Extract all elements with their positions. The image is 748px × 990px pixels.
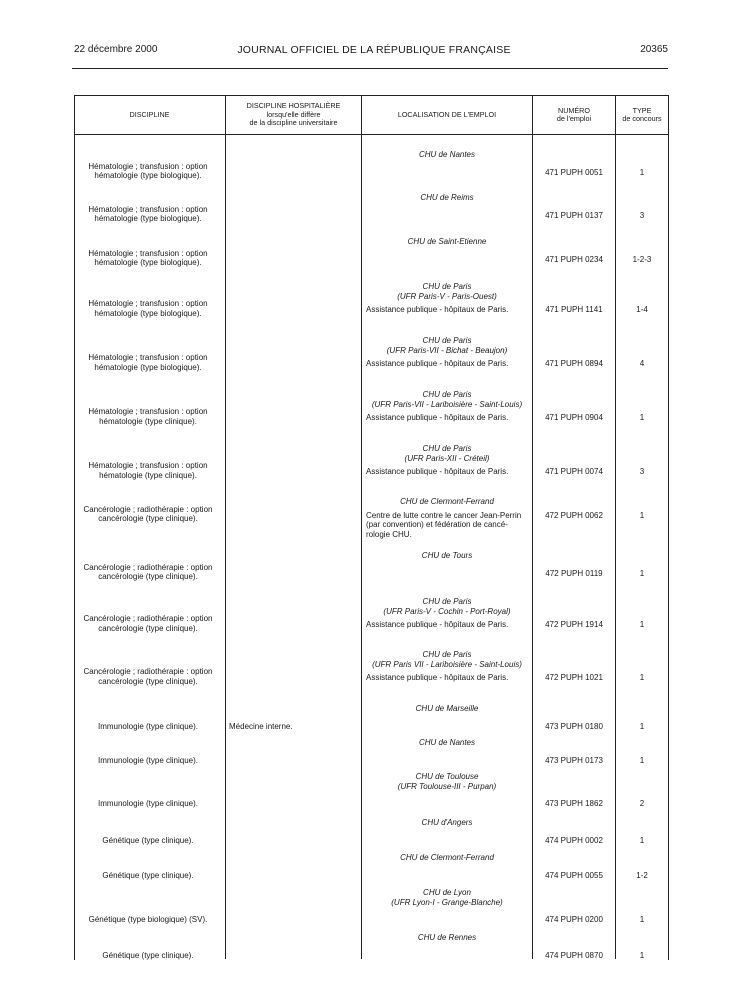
chu-name: CHU de Clermont-Ferrand: [400, 853, 494, 862]
discipline-text: Génétique (type biologique) (SV).: [88, 915, 208, 924]
hospital-discipline: Médecine interne.: [229, 721, 293, 731]
discipline-text: hématologie (type biologique).: [94, 308, 202, 318]
column-divider: [225, 95, 226, 959]
discipline-text: hématologie (type biologique).: [94, 258, 202, 267]
establishment-detail: Centre de lutte contre le cancer Jean-Perrin: [366, 510, 522, 520]
discipline-text: Immunologie (type clinique).: [97, 799, 199, 808]
establishment-detail: Assistance publique - hôpitaux de Paris.: [366, 305, 509, 314]
chu-name: CHU de Clermont-Ferrand: [400, 497, 494, 506]
position-number: 472 PUPH 0119: [545, 568, 603, 578]
discipline-text: Hématologie ; transfusion : option: [88, 407, 208, 416]
column-divider: [532, 95, 533, 959]
competition-type: 4: [639, 359, 645, 368]
chu-name: CHU de Paris: [422, 282, 472, 291]
chu-name: CHU de Reims: [420, 193, 474, 202]
position-number: 474 PUPH 0002: [545, 835, 603, 845]
chu-name: (UFR Paris-V - Cochin - Port-Royal): [383, 606, 511, 616]
discipline-text: Cancérologie ; radiothérapie : option: [83, 504, 213, 514]
chu-name: CHU de Rennes: [417, 933, 477, 942]
position-number: 474 PUPH 0055: [545, 870, 603, 880]
header-row-rule: [74, 134, 669, 135]
chu-name: (UFR Lyon-I - Grange-Blanche): [391, 897, 503, 907]
position-number: 471 PUPH 0894: [545, 359, 603, 368]
establishment-detail: rologie CHU.: [366, 529, 412, 539]
position-number: 473 PUPH 0173: [545, 755, 603, 765]
position-number: 472 PUPH 1914: [545, 620, 603, 629]
position-number: 471 PUPH 0137: [545, 210, 603, 220]
discipline-text: cancérologie (type clinique).: [98, 676, 198, 686]
position-number: 473 PUPH 1862: [545, 799, 603, 808]
position-number: 471 PUPH 0051: [545, 167, 603, 177]
establishment-detail: Assistance publique - hôpitaux de Paris.: [366, 467, 509, 476]
chu-name: CHU de Lyon: [423, 888, 471, 897]
position-number: 471 PUPH 0074: [545, 467, 603, 476]
col-header-localisation: LOCALISATION DE L'EMPLOI: [397, 109, 497, 119]
discipline-text: hématologie (type biologique).: [94, 214, 202, 223]
discipline-text: Génétique (type clinique).: [102, 835, 194, 845]
competition-type: 1: [639, 568, 645, 578]
chu-name: CHU de Toulouse: [415, 772, 479, 781]
competition-type: 1: [639, 755, 645, 765]
col-header-numero: NUMÉRO de l'emploi: [556, 105, 592, 123]
col-header-type: TYPE de concours: [622, 105, 662, 123]
chu-name: (UFR Toulouse-III - Purpan): [397, 781, 497, 791]
discipline-text: Hématologie ; transfusion : option: [88, 461, 208, 470]
establishment-detail: Assistance publique - hôpitaux de Paris.: [366, 413, 509, 422]
chu-name: CHU de Paris: [422, 444, 472, 453]
competition-type: 1-2: [636, 870, 648, 880]
position-number: 472 PUPH 1021: [545, 673, 603, 682]
chu-name: (UFR Paris-VII - Bichat - Beaujon): [386, 345, 508, 355]
establishment-detail: (par convention) et fédération de cancé-: [366, 520, 508, 529]
chu-name: (UFR Paris-V - Paris-Ouest): [397, 291, 497, 301]
discipline-text: Immunologie (type clinique).: [97, 721, 199, 731]
column-divider: [615, 95, 616, 959]
competition-type: 1: [639, 413, 645, 422]
col-header-discipline: DISCIPLINE: [129, 109, 170, 119]
discipline-text: cancérologie (type clinique).: [98, 623, 198, 633]
discipline-text: Hématologie ; transfusion : option: [88, 248, 208, 258]
discipline-text: Hématologie ; transfusion : option: [88, 161, 208, 171]
chu-name: (UFR Paris-XII - Créteil): [404, 453, 490, 463]
header-date: 22 décembre 2000: [74, 44, 158, 55]
chu-name: CHU de Saint-Etienne: [407, 237, 487, 246]
competition-type: 1: [639, 510, 645, 520]
chu-name: CHU de Nantes: [418, 738, 476, 747]
discipline-text: Génétique (type clinique).: [102, 950, 194, 960]
col-header-hospitaliere: DISCIPLINE HOSPITALIÈRE lorsqu'elle diffère de la discipline universitaire: [246, 101, 341, 128]
chu-name: CHU de Tours: [421, 551, 473, 560]
discipline-text: Génétique (type clinique).: [102, 870, 194, 880]
discipline-text: Immunologie (type clinique).: [97, 755, 199, 765]
chu-name: (UFR Paris-VII - Lariboisière - Saint-Louis): [371, 399, 523, 409]
position-number: 471 PUPH 0904: [545, 413, 603, 422]
competition-type: 3: [639, 467, 645, 476]
chu-name: CHU de Paris: [422, 597, 472, 606]
header-rule: [72, 68, 668, 69]
position-number: 471 PUPH 1141: [545, 305, 603, 314]
establishment-detail: Assistance publique - hôpitaux de Paris.: [366, 620, 509, 629]
competition-type: 1: [639, 167, 645, 177]
journal-title: JOURNAL OFFICIEL DE LA RÉPUBLIQUE FRANÇAISE: [237, 44, 511, 56]
chu-name: CHU de Paris: [422, 390, 472, 399]
position-number: 474 PUPH 0870: [545, 950, 603, 960]
discipline-text: hématologie (type biologique).: [94, 171, 202, 180]
position-number: 471 PUPH 0234: [545, 254, 603, 264]
position-number: 474 PUPH 0200: [545, 915, 603, 924]
discipline-text: Cancérologie ; radiothérapie : option: [83, 667, 213, 676]
competition-type: 1-4: [636, 305, 648, 314]
page-number: 20365: [640, 44, 668, 55]
discipline-text: Hématologie ; transfusion : option: [88, 204, 208, 214]
chu-name: CHU de Marseille: [415, 704, 479, 713]
establishment-detail: Assistance publique - hôpitaux de Paris.: [366, 673, 509, 682]
discipline-text: Cancérologie ; radiothérapie : option: [83, 614, 213, 623]
discipline-text: Cancérologie ; radiothérapie : option: [83, 562, 213, 572]
position-number: 473 PUPH 0180: [545, 721, 603, 731]
competition-type: 3: [639, 210, 645, 220]
competition-type: 1: [639, 915, 645, 924]
discipline-text: cancérologie (type clinique).: [98, 514, 198, 523]
chu-name: CHU de Nantes: [418, 150, 476, 159]
competition-type: 2: [639, 799, 645, 808]
chu-name: CHU d'Angers: [421, 818, 473, 827]
competition-type: 1: [639, 620, 645, 629]
discipline-text: hématologie (type biologique).: [94, 362, 202, 372]
chu-name: CHU de Paris: [422, 336, 472, 345]
competition-type: 1: [639, 950, 645, 960]
discipline-text: Hématologie ; transfusion : option: [88, 299, 208, 308]
competition-type: 1: [639, 721, 645, 731]
competition-type: 1-2-3: [632, 254, 652, 264]
competition-type: 1: [639, 835, 645, 845]
discipline-text: Hématologie ; transfusion : option: [88, 353, 208, 362]
position-number: 472 PUPH 0062: [545, 510, 603, 520]
discipline-text: hématologie (type clinique).: [99, 416, 197, 426]
chu-name: (UFR Paris VII - Lariboisière - Saint-Louis): [372, 659, 522, 669]
discipline-text: cancérologie (type clinique).: [98, 572, 198, 581]
competition-type: 1: [639, 673, 645, 682]
establishment-detail: Assistance publique - hôpitaux de Paris.: [366, 359, 509, 368]
chu-name: CHU de Paris: [422, 650, 472, 659]
discipline-text: hématologie (type clinique).: [99, 470, 197, 480]
